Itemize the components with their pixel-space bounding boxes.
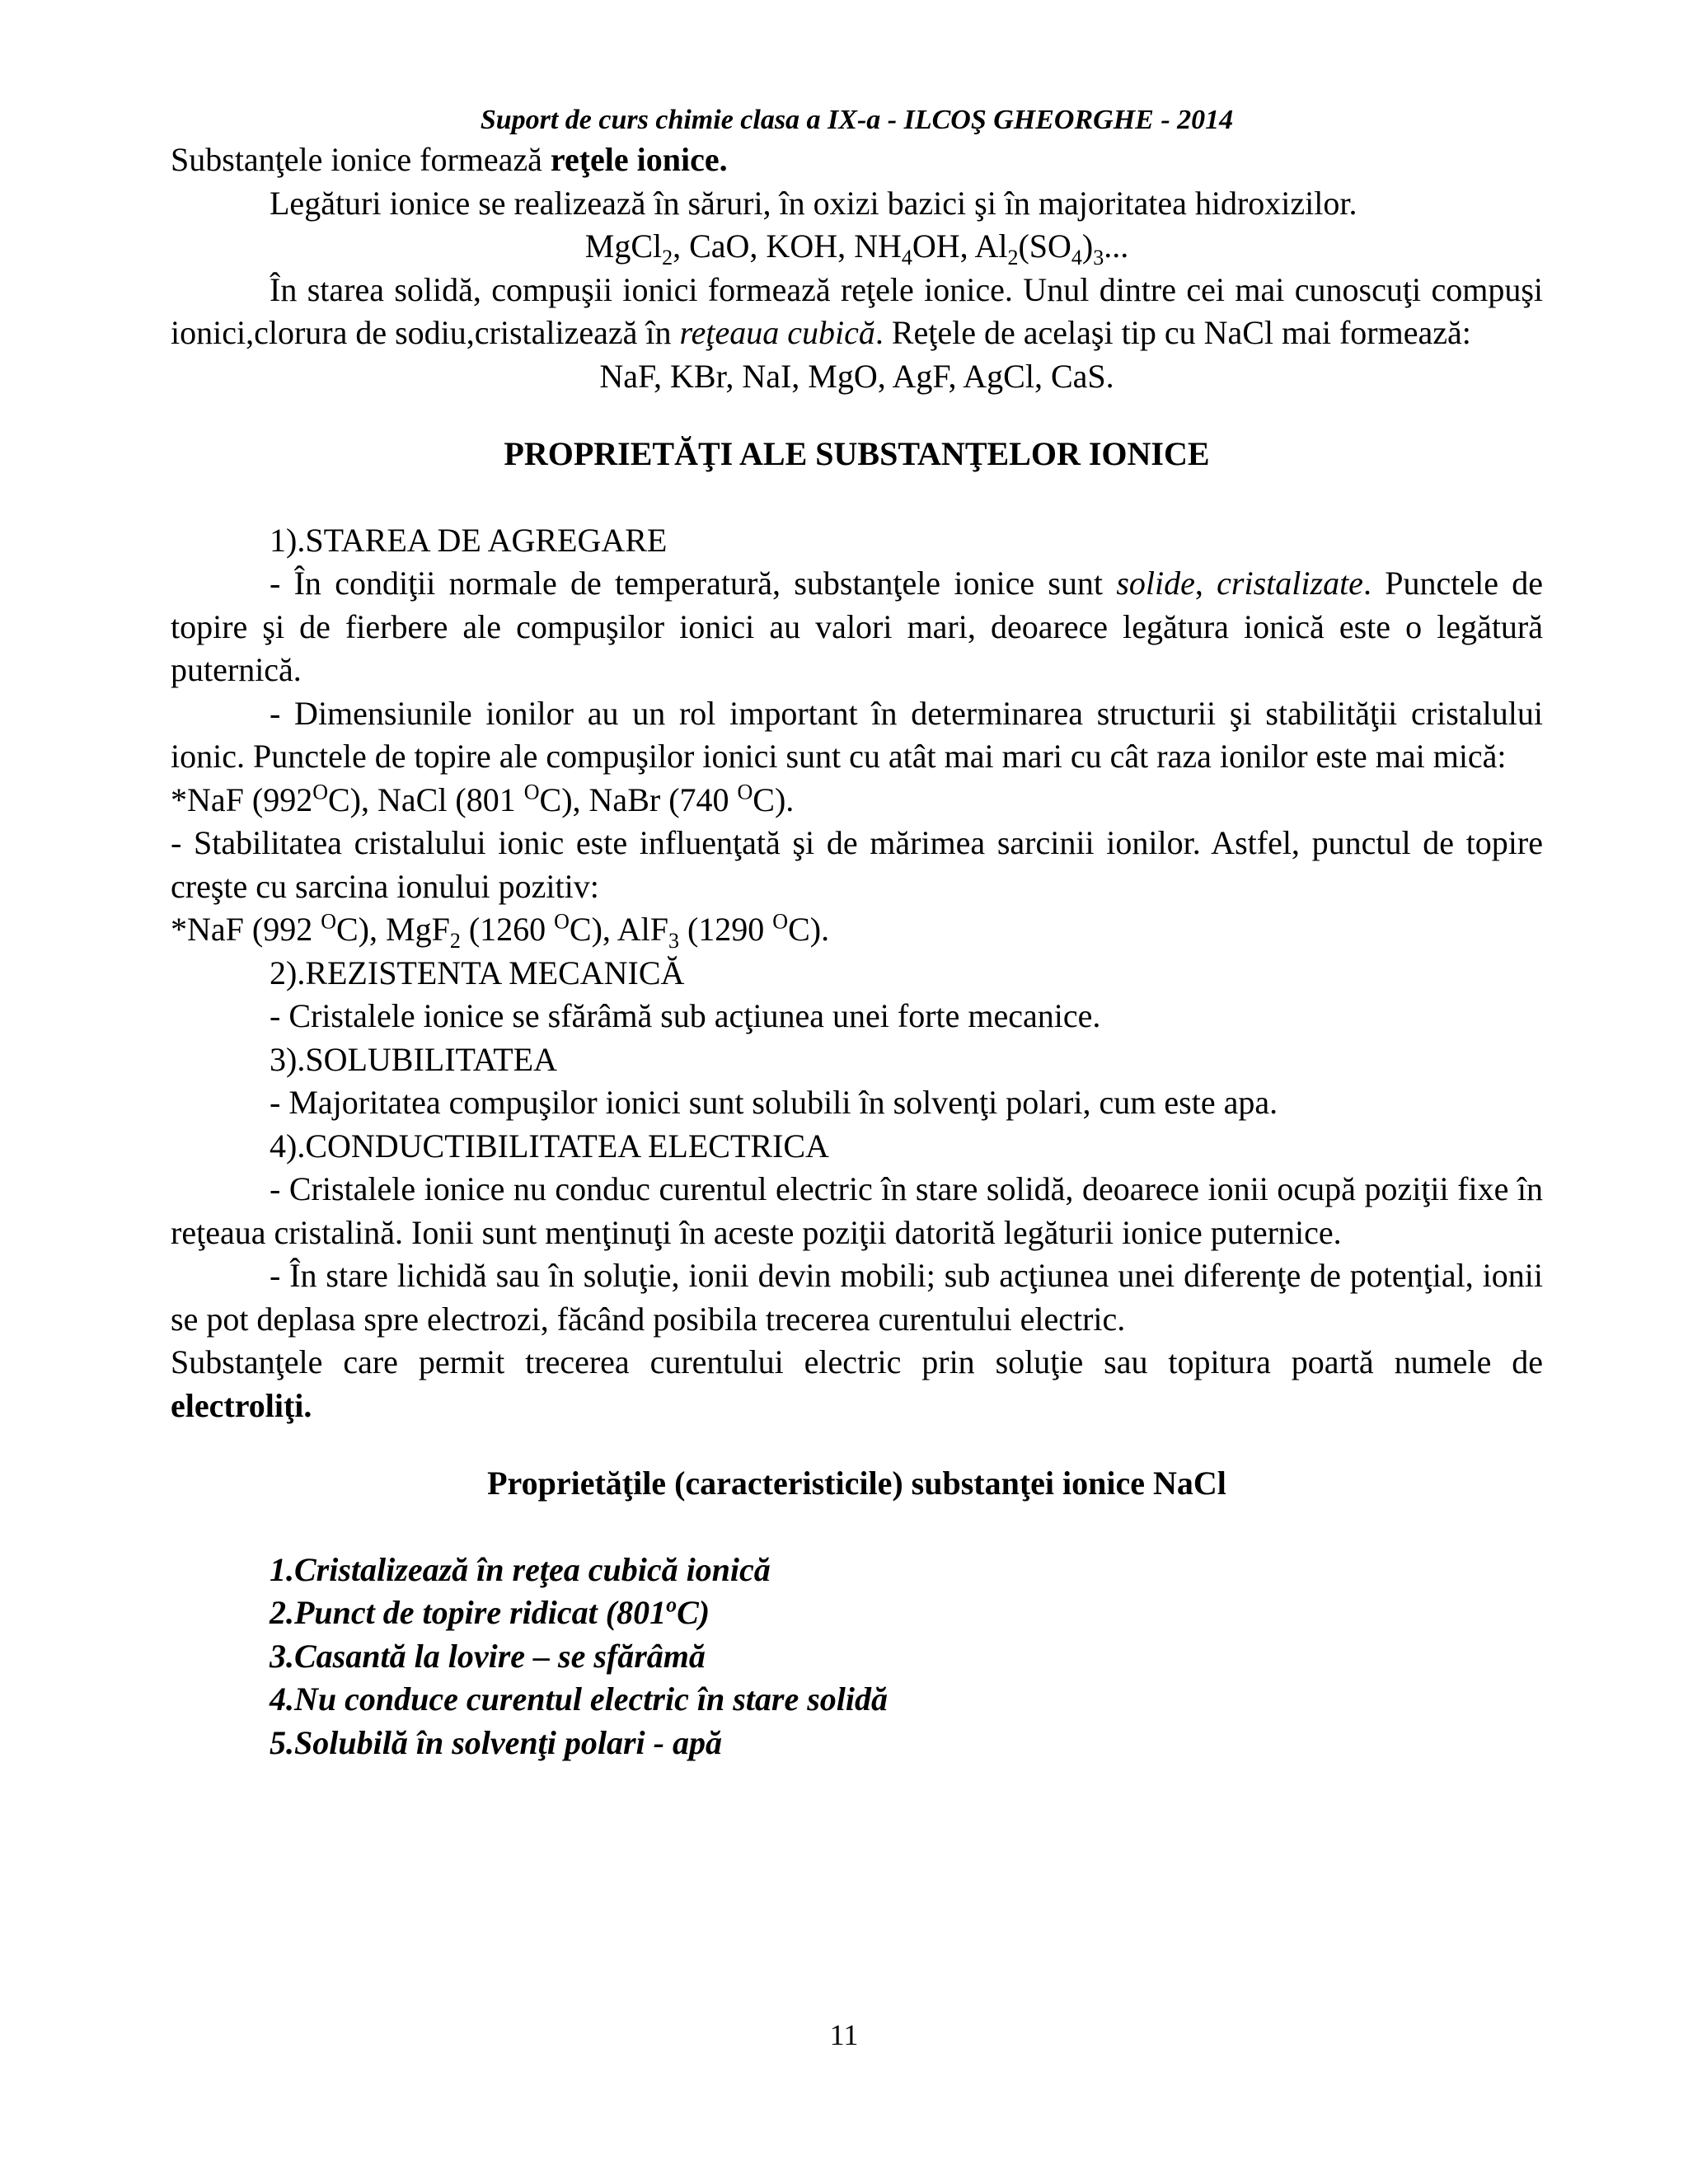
example-text: (1260 [460,911,555,948]
intro-paragraph-3 [171,269,1543,355]
formula-subscript: 2 [1007,246,1019,269]
example-text: *NaF (992 [171,911,321,948]
list-item: 4.Nu conduce curentul electric în stare solidă [270,1680,888,1718]
formula-part: (SO [1018,227,1071,265]
formula-subscript: 4 [1071,246,1082,269]
s1-example-2 [171,908,1543,952]
formula-part: ) [1081,227,1094,265]
heading-rezistenta-mecanica: 2).REZISTENTA MECANICĂ [270,954,685,991]
degree-superscript: O [737,780,753,804]
intro-line-1-bold: reţele ionice. [550,141,728,178]
intro-line-2: Legături ionice se realizează în săruri, în oxizi bazici şi în majoritatea hidroxizilor. [270,184,1357,222]
formula-subscript: 3 [1093,246,1104,269]
example-text: C). [753,780,795,818]
list-item: 5.Solubilă în solvenţi polari - apă [270,1723,722,1761]
example-text: C). [788,911,830,948]
formula-line-1 [171,225,1543,269]
s1-example-1 [171,779,1543,823]
s4-paragraph-1: - Cristalele ionice nu conduc curentul electric în stare solidă, deoarece ionii ocupă poziţii fixe în reţeaua cristalină. Ionii sunt menţinuţi în aceste poziţii datorită legăturii ionice puternice. [171,1170,1543,1251]
formula-line-2: NaF, KBr, NaI, MgO, AgF, AgCl, CaS. [599,357,1114,395]
degree-superscript: o [666,1592,678,1617]
formula-subscript: 3 [668,929,679,953]
degree-superscript: O [772,909,789,934]
degree-superscript: O [554,909,570,934]
intro-paragraph-3-text: În starea solidă, compuşii ionici formează reţele ionice. Unul dintre cei mai cunoscuţi compuşi ionici,clorura de sodiu,cristalizează în [171,270,1543,351]
running-header: Suport de curs chimie clasa a IX-a - ILCOŞ GHEORGHE - 2014 [480,105,1234,135]
page-number: 11 [829,2018,859,2051]
s4-paragraph-2: - În stare lichidă sau în soluţie, ionii devin mobili; sub acţiunea unei diferenţe de potenţial, ionii se pot deplasa spre electrozi, făcând posibila trecerea curentului electric. [171,1257,1543,1338]
example-text: C), NaCl (801 [328,780,524,818]
section-title: PROPRIETĂŢI ALE SUBSTANŢELOR IONICE [504,435,1210,472]
example-text: *NaF (992 [171,780,313,818]
intro-line-1 [171,138,1543,182]
intro-line-1-text: Substanţele ionice formează [171,141,551,178]
s1-paragraph-1-text: - În condiţii normale de temperatură, substanţele ionice sunt [270,565,1117,602]
s4-paragraph-3-text: Substanţele care permit trecerea curentului electric prin soluţie sau topitura poartă numele de [171,1343,1543,1380]
intro-paragraph-3-italic: reţeaua cubică [679,314,875,351]
example-text: (1290 [678,911,773,948]
nacl-properties-list [171,1549,1543,1765]
s1-separator: , [1194,565,1217,602]
formula-part: , CaO, KOH, NH [673,227,902,265]
formula-subscript: 2 [449,929,461,953]
degree-superscript: O [312,780,328,804]
heading-solubilitatea: 3).SOLUBILITATEA [270,1040,557,1078]
list-item-text: 2.Punct de topire ridicat (801 [270,1594,667,1631]
degree-superscript: O [523,780,540,804]
list-item: 1.Cristalizează în reţea cubică ionică [270,1550,771,1588]
heading-conductibilitatea-electrica: 4).CONDUCTIBILITATEA ELECTRICA [270,1127,829,1165]
intro-paragraph-3-text: . Reţele de acelaşi tip cu NaCl mai formează: [874,314,1471,351]
example-text: C), MgF [336,911,450,948]
s3-paragraph-1: - Majoritatea compuşilor ionici sunt solubili în solvenţi polari, cum este apa. [270,1084,1278,1121]
list-item-text: C) [677,1594,710,1631]
s1-paragraph-3: - Stabilitatea cristalului ionic este influenţată şi de mărimea sarcinii ionilor. Astfel, punctul de topire creşte cu sarcina ionului pozitiv: [171,824,1543,905]
s1-italic-solide: solide [1116,565,1195,602]
s4-paragraph-3 [171,1341,1543,1427]
degree-superscript: O [321,909,336,934]
list-item: 3.Casantă la lovire – se sfărâmă [270,1637,706,1675]
formula-subscript: 2 [662,246,673,269]
s4-bold-electroliti: electroliţi. [171,1386,312,1424]
s1-italic-cristalizate: cristalizate [1217,565,1363,602]
formula-part: OH, Al [912,227,1008,265]
s2-paragraph-1: - Cristalele ionice se sfărâmă sub acţiunea unei forte mecanice. [270,997,1101,1034]
page-content [171,99,1543,1765]
example-text: C), NaBr (740 [539,780,738,818]
list-item [270,1591,1543,1635]
heading-starea-de-agregare: 1).STAREA DE AGREGARE [270,521,668,559]
example-text: C), AlF [569,911,668,948]
subsection-title: Proprietăţile (caracteristicile) substanţei ionice NaCl [487,1465,1226,1502]
formula-subscript: 4 [901,246,912,269]
formula-part: MgCl [584,227,663,265]
s1-paragraph-1 [171,562,1543,692]
s1-paragraph-1-text: . Punctele de topire şi de fierbere ale compuşilor ionici au valori mari, deoarece legătura ionică este o legătură puternică. [171,565,1543,688]
s1-paragraph-2: - Dimensiunile ionilor au un rol important în determinarea structurii şi stabilităţii cristalului ionic. Punctele de topire ale compuşilor ionici sunt cu atât mai mari cu cât raza ionilor este mai mică: [171,694,1543,775]
formula-part: ... [1104,227,1129,265]
